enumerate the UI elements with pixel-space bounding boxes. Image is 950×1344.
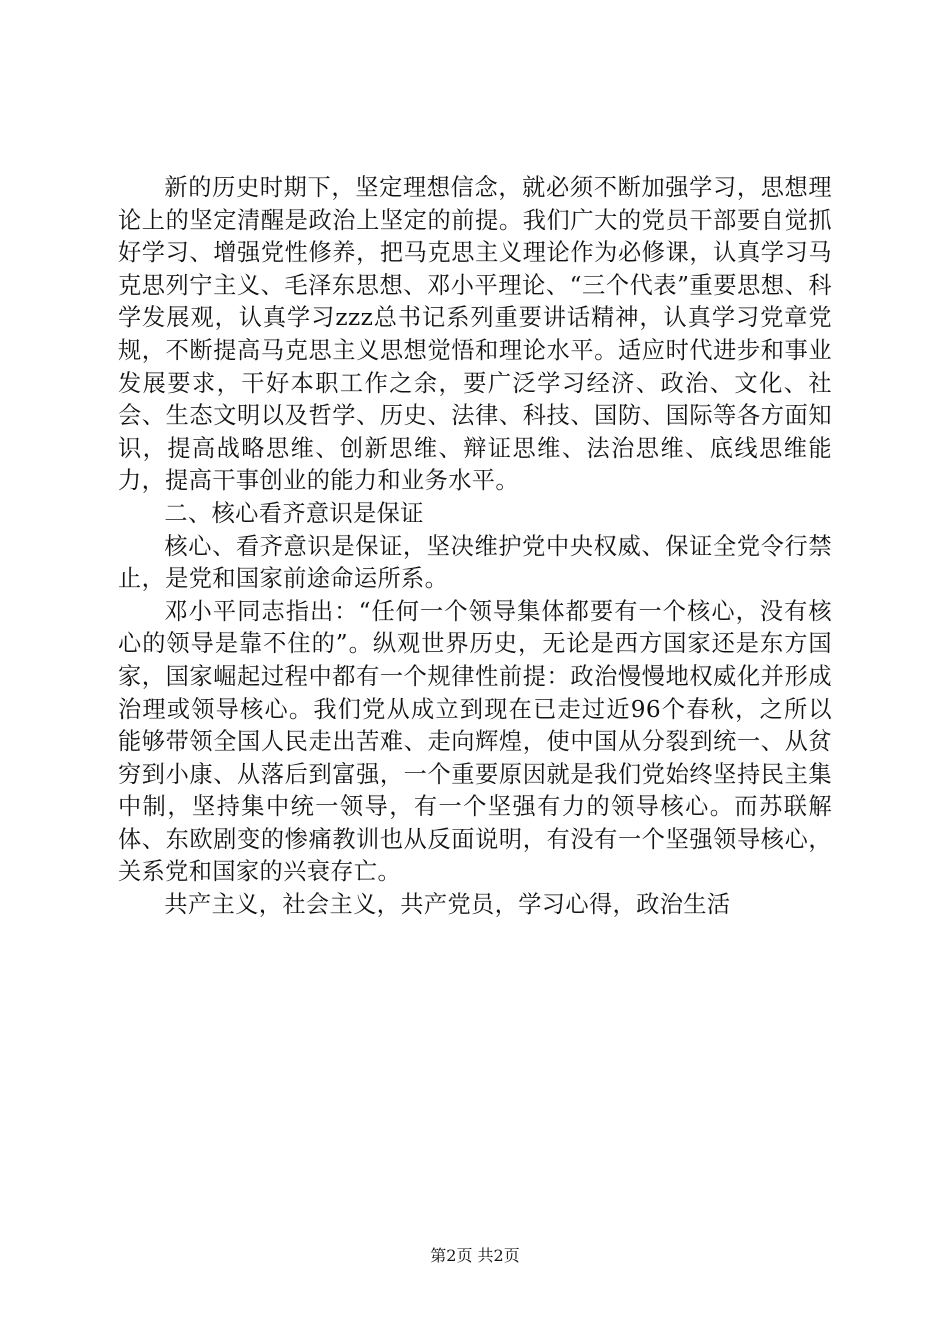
paragraph-study: 新的历史时期下，坚定理想信念，就必须不断加强学习，思想理论上的坚定清醒是政治上坚定的前提。我们广大的党员干部要自觉抓好学习、增强党性修养，把马克思主义理论作为必修课，认真学习马克思列宁主义、毛泽东思想、邓小平理论、“三个代表”重要思想、科学发展观，认真学习zzz总书记系列重要讲话精神，认真学习党章党规，不断提高马克思主义思想觉悟和理论水平。适应时代进步和事业发展要求，干好本职工作之余，要广泛学习经济、政治、文化、社会、生态文明以及哲学、历史、法律、科技、国防、国际等各方面知识，提高战略思维、创新思维、辩证思维、法治思维、底线思维能力，提高干事创业的能力和业务水平。	[118, 174, 832, 495]
page-number-footer: 第2页 共2页	[430, 1246, 520, 1265]
paragraph-core-awareness: 核心、看齐意识是保证，坚决维护党中央权威、保证全党令行禁止，是党和国家前途命运所系。	[118, 532, 832, 593]
document-body	[118, 172, 832, 922]
section-heading-core-alignment: 二、核心看齐意识是保证	[164, 499, 424, 527]
paragraph-keywords: 共产主义，社会主义，共产党员，学习心得，政治生活	[164, 891, 731, 919]
paragraph-deng-xiaoping-quote: 邓小平同志指出：“任何一个领导集体都要有一个核心，没有核心的领导是靠不住的”。纵观世界历史，无论是西方国家还是东方国家，国家崛起过程中都有一个规律性前提：政治慢慢地权威化并形成治理或领导核心。我们党从成立到现在已走过近96个春秋，之所以能够带领全国人民走出苦难、走向辉煌，使中国从分裂到统一、从贫穷到小康、从落后到富强，一个重要原因就是我们党始终坚持民主集中制，坚持集中统一领导，有一个坚强有力的领导核心。而苏联解体、东欧剧变的惨痛教训也从反面说明，有没有一个坚强领导核心，关系党和国家的兴衰存亡。	[118, 597, 832, 886]
